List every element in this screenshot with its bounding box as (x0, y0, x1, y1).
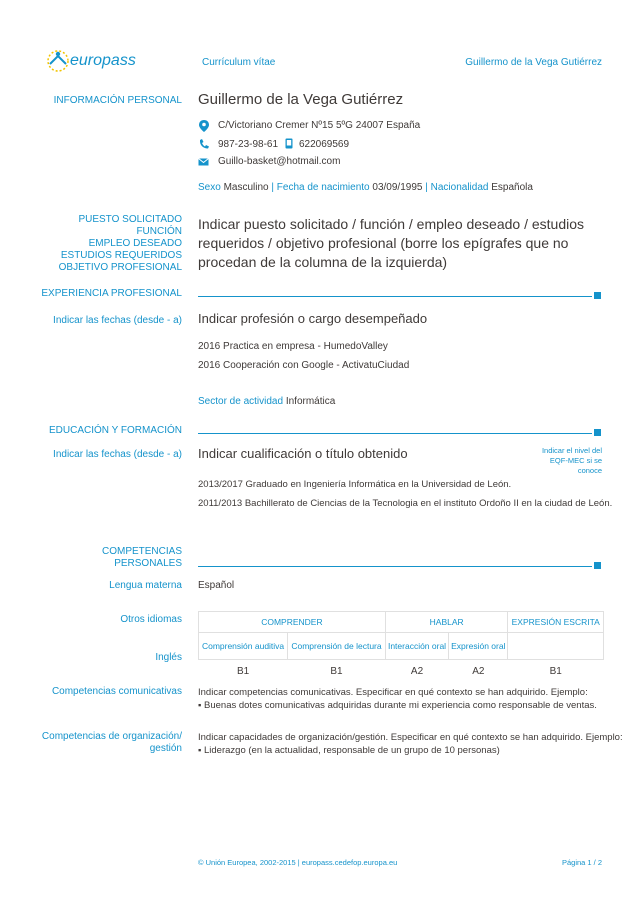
nationality-label: Nacionalidad (430, 182, 489, 193)
organization-label-line: Competencias de organización/ (41, 731, 182, 742)
education-item: 2013/2017 Graduado en Ingeniería Informática en la Universidad de León. (198, 479, 512, 490)
organization-line: Indicar capacidades de organización/gestión. Especificar en qué contexto se han adquirido. Ejemplo: (198, 732, 623, 743)
organization-label (42, 731, 182, 755)
mobile: 622069569 (299, 139, 350, 150)
communication-line: Indicar competencias comunicativas. Especificar en qué contexto se han adquirido. Ejemplo: (198, 687, 588, 698)
address: C/Victoriano Cremer Nº15 5ºG 24007 España (218, 120, 421, 131)
experience-dates-label: Indicar las fechas (desde - a) (53, 315, 182, 326)
table-sub-cell: Interacción oral (385, 633, 448, 660)
eqf-note-line: Indicar el nivel del (541, 446, 602, 455)
email-icon (198, 158, 209, 166)
person-name: Guillermo de la Vega Gutiérrez (198, 91, 404, 108)
language-name: Inglés (155, 652, 182, 663)
table-sub-cell: Comprensión auditiva (199, 633, 288, 660)
skills-label-line: PERSONALES (114, 558, 182, 569)
organization-text (198, 731, 623, 757)
experience-section-label: EXPERIENCIA PROFESIONAL (41, 288, 182, 299)
skills-section-label (102, 546, 182, 570)
phone-icon (199, 139, 209, 149)
location-icon (199, 120, 209, 132)
position-label-line: ESTUDIOS REQUERIDOS (60, 250, 182, 261)
communication-label: Competencias comunicativas (51, 686, 182, 697)
level-cell: A2 (410, 665, 424, 677)
other-languages-label: Otros idiomas (120, 614, 182, 625)
europass-logo-icon (44, 48, 72, 74)
experience-item: 2016 Practica en empresa - HumedoValley (198, 341, 388, 352)
eqf-note-line: conoce (577, 466, 602, 475)
table-sub-cell (508, 633, 604, 660)
position-section-label (59, 214, 182, 274)
sex-label: Sexo (198, 182, 221, 193)
education-section-label: EDUCACIÓN Y FORMACIÓN (49, 425, 182, 436)
position-label-line: OBJETIVO PROFESIONAL (58, 262, 182, 273)
sector-label: Sector de actividad (198, 396, 284, 407)
footer-page: Página 1 / 2 (561, 858, 602, 867)
section-divider-marker (594, 292, 601, 299)
education-title: Indicar cualificación o título obtenido (198, 446, 408, 461)
communication-text (198, 686, 604, 712)
email: Guillo-basket@hotmail.com (218, 156, 341, 167)
table-head-cell: HABLAR (385, 612, 508, 633)
table-sub-cell: Expresión oral (449, 633, 508, 660)
experience-title: Indicar profesión o cargo desempeñado (198, 311, 428, 326)
position-label-line: FUNCIÓN (136, 226, 182, 237)
eqf-note (542, 446, 602, 476)
skills-label-line: COMPETENCIAS (101, 546, 182, 557)
section-divider-marker (594, 429, 601, 436)
eqf-note-line: EQF-MEC si se (549, 456, 602, 465)
section-divider-marker (594, 562, 601, 569)
mother-tongue-value: Español (198, 580, 235, 591)
birth-value: 03/09/1995 (372, 182, 423, 193)
organization-line: ▪ Liderazgo (en la actualidad, responsable de un grupo de 10 personas) (198, 745, 500, 756)
mobile-icon (285, 138, 293, 149)
separator: | (271, 182, 274, 193)
language-table (198, 611, 604, 682)
europass-logo-text: europass (70, 52, 136, 69)
position-label-line: PUESTO SOLICITADO (78, 214, 182, 225)
phone: 987-23-98-61 (218, 139, 279, 150)
personal-section-label: INFORMACIÓN PERSONAL (53, 95, 182, 106)
table-sub-cell: Comprensión de lectura (288, 633, 386, 660)
section-divider (198, 296, 592, 297)
section-divider (198, 433, 592, 434)
separator: | (425, 182, 428, 193)
education-dates-label: Indicar las fechas (desde - a) (53, 449, 182, 460)
experience-item: 2016 Cooperación con Google - ActivatuCiudad (198, 360, 410, 371)
level-cell: A2 (472, 665, 485, 677)
table-head-cell: COMPRENDER (199, 612, 386, 633)
education-item: 2011/2013 Bachillerato de Ciencias de la Tecnologia en el instituto Ordoño II en la ciudad de León. (198, 498, 613, 509)
europass-logo (44, 48, 134, 74)
communication-line: ▪ Buenas dotes comunicativas adquiridas durante mi experiencia como responsable de ventas. (198, 700, 597, 711)
organization-label-line: gestión (149, 743, 182, 754)
birth-label: Fecha de nacimiento (276, 182, 370, 193)
sector-value: Informática (285, 396, 336, 407)
footer-copyright: © Unión Europea, 2002-2015 | europass.cedefop.europa.eu (198, 858, 398, 867)
table-head-cell: EXPRESIÓN ESCRITA (508, 612, 604, 633)
header-name: Guillermo de la Vega Gutiérrez (465, 57, 602, 68)
level-cell: B1 (236, 665, 250, 677)
nationality-value: Española (491, 182, 533, 193)
level-cell: B1 (549, 665, 562, 677)
experience-sector (198, 396, 335, 407)
cv-label: Currículum vítae (202, 57, 276, 68)
section-divider (198, 566, 592, 567)
position-text: Indicar puesto solicitado / función / empleo deseado / estudios requeridos / objetivo profesional (borre los epígrafes que no procedan de la columna de la izquierda) (198, 216, 585, 270)
level-cell: B1 (330, 665, 343, 677)
sex-value: Masculino (223, 182, 269, 193)
personal-details-line (198, 182, 533, 193)
position-label-line: EMPLEO DESEADO (88, 238, 182, 249)
mother-tongue-label: Lengua materna (109, 580, 182, 591)
